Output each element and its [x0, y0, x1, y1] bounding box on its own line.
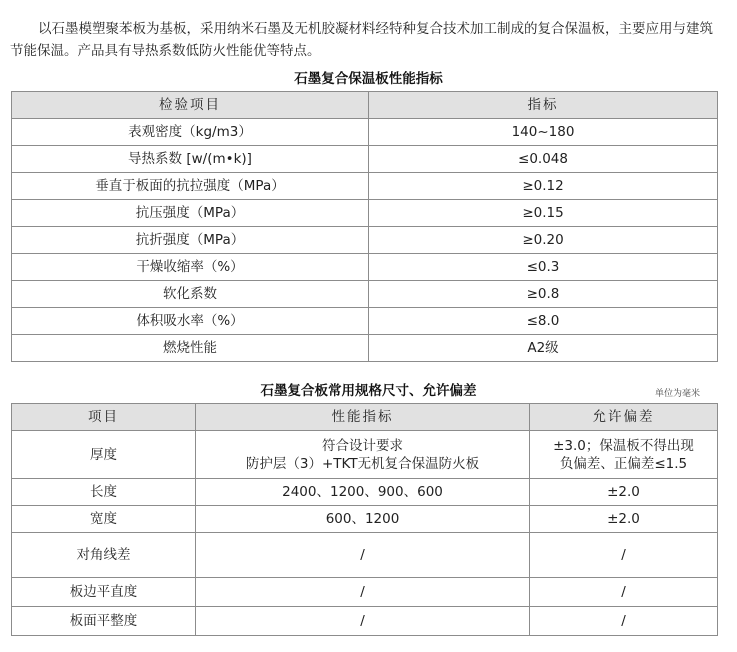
table-row	[12, 479, 718, 506]
item-cell: 厚度	[12, 431, 196, 479]
spec-cell-line: 600、1200	[325, 511, 400, 527]
table-row	[12, 308, 718, 335]
table-row	[12, 533, 718, 578]
table-row	[12, 431, 718, 479]
test-item-cell: 导热系数 [w/(m•k)]	[12, 146, 369, 173]
spec-cell-line: 2400、1200、900、600	[282, 484, 443, 500]
item-cell: 长度	[12, 479, 196, 506]
index-value-cell: ≥0.15	[369, 200, 718, 227]
spec-cell	[196, 506, 530, 533]
tolerance-cell-line: /	[621, 584, 626, 600]
index-value-cell: ≥0.20	[369, 227, 718, 254]
spec-cell	[196, 533, 530, 578]
table-row	[12, 254, 718, 281]
test-item-cell: 软化系数	[12, 281, 369, 308]
table-row	[12, 146, 718, 173]
spec-cell-line: /	[360, 547, 365, 563]
index-value-cell: ≥0.8	[369, 281, 718, 308]
table-row	[12, 173, 718, 200]
tolerance-cell	[530, 479, 718, 506]
spec-cell-line: /	[360, 613, 365, 629]
test-item-cell: 抗折强度（MPa）	[12, 227, 369, 254]
index-value-cell: ≤0.3	[369, 254, 718, 281]
index-value-cell: A2级	[369, 335, 718, 362]
tolerance-cell	[530, 578, 718, 607]
tolerance-cell-line: 负偏差、正偏差≤1.5	[559, 455, 688, 472]
header-performance-index: 性能指标	[196, 404, 530, 431]
table-row	[12, 506, 718, 533]
header-index: 指标	[369, 92, 718, 119]
item-cell: 板边平直度	[12, 578, 196, 607]
tolerance-cell-line: ±2.0	[607, 511, 640, 527]
spec-table	[11, 403, 718, 636]
table1-caption: 石墨复合保温板性能指标	[294, 71, 443, 87]
unit-note: 单位为毫米	[655, 389, 701, 399]
table-header-row	[12, 92, 718, 119]
spec-cell	[196, 578, 530, 607]
item-cell: 板面平整度	[12, 607, 196, 636]
index-value-cell: ≥0.12	[369, 173, 718, 200]
spec-cell	[196, 479, 530, 506]
spec-cell-line: 防护层（3）+TKT无机复合保温防火板	[245, 455, 480, 472]
tolerance-cell-line: ±3.0；保温板不得出现	[553, 437, 694, 454]
tolerance-cell	[530, 506, 718, 533]
test-item-cell: 垂直于板面的抗拉强度（MPa）	[12, 173, 369, 200]
table-row	[12, 607, 718, 636]
header-item: 项目	[12, 404, 196, 431]
index-value-cell: 140~180	[369, 119, 718, 146]
test-item-cell: 表观密度（kg/m3）	[12, 119, 369, 146]
tolerance-cell	[530, 607, 718, 636]
performance-table	[11, 91, 718, 362]
header-tolerance: 允许偏差	[530, 404, 718, 431]
index-value-cell: ≤8.0	[369, 308, 718, 335]
index-value-cell: ≤0.048	[369, 146, 718, 173]
table2-caption: 石墨复合板常用规格尺寸、允许偏差	[260, 383, 477, 399]
table-header-row	[12, 404, 718, 431]
test-item-cell: 体积吸水率（%）	[12, 308, 369, 335]
table-row	[12, 200, 718, 227]
spec-cell-line: /	[360, 584, 365, 600]
tolerance-cell-line: ±2.0	[607, 484, 640, 500]
tolerance-cell	[530, 431, 718, 479]
header-test-item: 检验项目	[12, 92, 369, 119]
test-item-cell: 抗压强度（MPa）	[12, 200, 369, 227]
tolerance-cell-line: /	[621, 613, 626, 629]
spec-cell	[196, 431, 530, 479]
item-cell: 对角线差	[12, 533, 196, 578]
table-row	[12, 227, 718, 254]
table-row	[12, 119, 718, 146]
spec-cell	[196, 607, 530, 636]
item-cell: 宽度	[12, 506, 196, 533]
tolerance-cell-line: /	[621, 547, 626, 563]
table-row	[12, 335, 718, 362]
test-item-cell: 干燥收缩率（%）	[12, 254, 369, 281]
intro-paragraph: 以石墨模塑聚苯板为基板，采用纳米石墨及无机胶凝材料经特种复合技术加工制成的复合保温板，主要应用与建筑节能保温。产品具有导热系数低防火性能优等特点。	[10, 20, 713, 59]
table-row	[12, 578, 718, 607]
tolerance-cell	[530, 533, 718, 578]
test-item-cell: 燃烧性能	[12, 335, 369, 362]
spec-cell-line: 符合设计要求	[322, 437, 403, 454]
table-row	[12, 281, 718, 308]
